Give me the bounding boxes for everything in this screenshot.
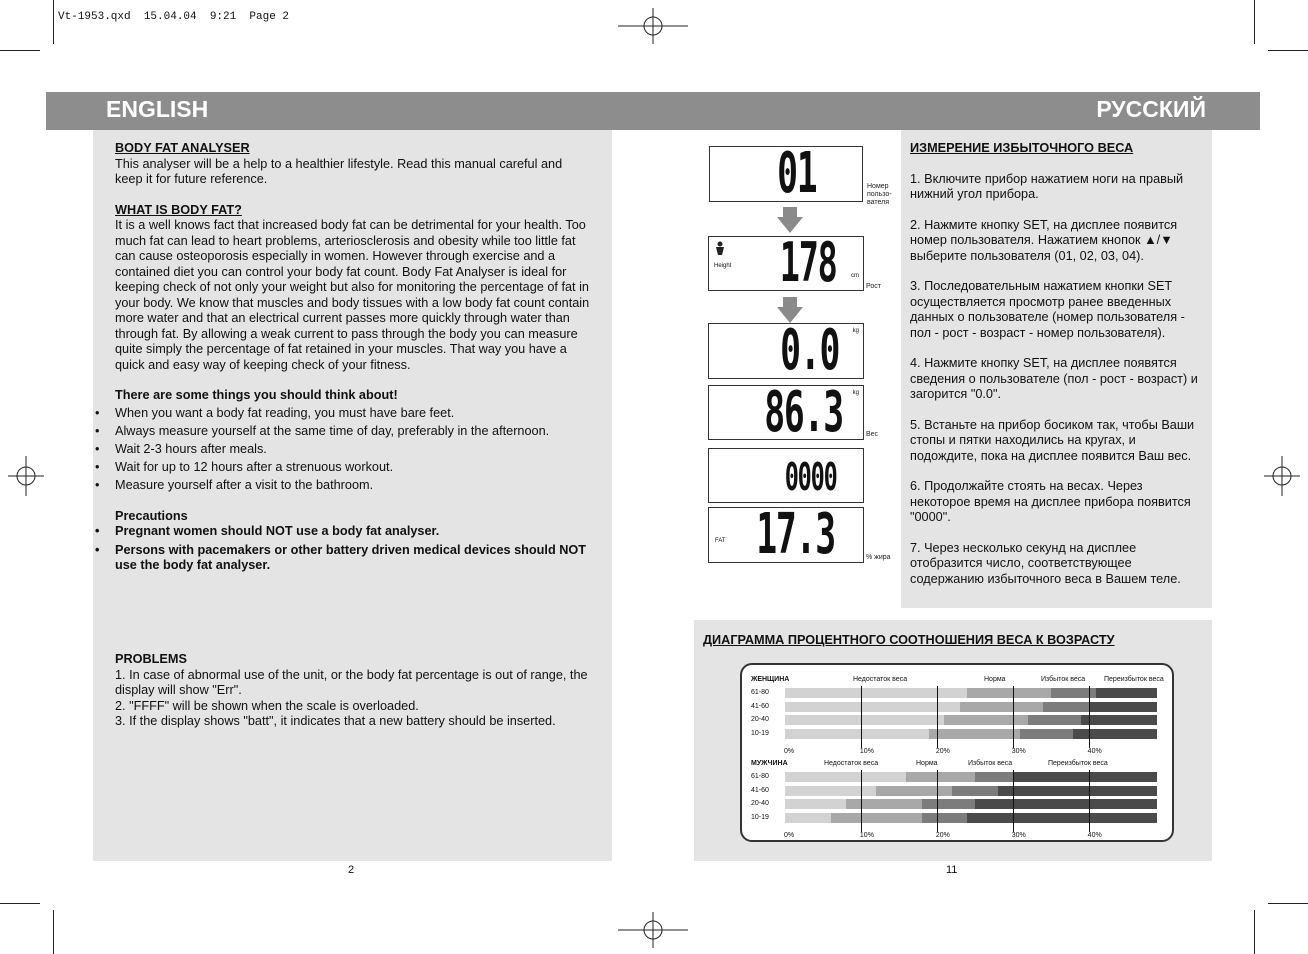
registration-mark-left: [8, 456, 44, 496]
problem-line: 1. In case of abnormal use of the unit, or the body fat percentage is out of range, the display will show "Err".: [115, 667, 588, 697]
instruction-step: 1. Включите прибор нажатием ноги на правый нижний угол прибора.: [910, 171, 1184, 201]
chart-tick-label: 40%: [1087, 832, 1102, 839]
instruction-step: 2. Нажмите кнопку SET, на дисплее появится номер пользователя. Нажатием кнопок ▲/▼ выберите пользователя (01, 02, 03, 04).: [910, 217, 1178, 263]
section-title: Precautions: [115, 508, 188, 523]
chart-age-label: 61-80: [751, 773, 769, 780]
chart-age-label: 61-80: [751, 689, 769, 696]
chart-zone-label: Недостаток веса: [824, 760, 879, 767]
display-value: 86.3: [764, 380, 843, 445]
chart-zone-label: Норма: [984, 676, 1006, 683]
problem-line: 3. If the display shows "batt", it indicates that a new battery should be inserted.: [115, 714, 556, 728]
section-title: ИЗМЕРЕНИЕ ИЗБЫТОЧНОГО ВЕСА: [910, 141, 1134, 155]
chart-group-label: ЖЕНЩИНА: [751, 676, 790, 683]
list-item: • Pregnant women should NOT use a body fat analyser.: [115, 524, 593, 540]
list-item: • Wait 2-3 hours after meals.: [115, 440, 593, 458]
lcd-display-weight: [708, 380, 864, 445]
section-title: PROBLEMS: [115, 652, 187, 666]
list-item: • Always measure yourself at the same time of day, preferably in the afternoon.: [115, 422, 593, 440]
precautions-list: [115, 524, 593, 574]
lcd-display-height: [708, 231, 864, 294]
lcd-display-zero: [708, 318, 864, 383]
chart-tick-label: 20%: [935, 832, 950, 839]
chart-tick-label: 30%: [1011, 832, 1026, 839]
display-value: 17.3: [756, 502, 835, 567]
arrow-down-icon: [777, 207, 803, 233]
registration-mark-bottom: [618, 912, 688, 948]
chart-zone-label: Переизбыток веса: [1048, 760, 1108, 767]
list-item: • Measure yourself after a visit to the bathroom.: [115, 476, 593, 494]
display-icon-label: FAT: [715, 538, 726, 544]
chart-zone-label: Недостаток веса: [853, 676, 908, 683]
chart-age-label: 10-19: [751, 729, 769, 737]
problem-line: 2. "FFFF" will be shown when the scale is overloaded.: [115, 698, 419, 713]
chart-tick-label: 20%: [935, 748, 950, 755]
display-value: 01: [776, 141, 816, 206]
chart-age-label: 41-60: [751, 702, 769, 710]
section-title: BODY FAT ANALYSER: [115, 141, 250, 155]
section-body: It is a well knows fact that increased body fat can be detrimental for your health. Too much fat can lead to heart problems, arteriosclerosis and obesity while too little fat can cause osteoporosis especially in women. However through exercise and a contained diet you can control your body fat count. Body Fat Analyser is ideal for keeping check of not only your weight but also for monitoring the percentage of fat in your body. We know that muscles and body tissues with a low body fat count contain more water and that an electrical current passes more quickly through water than through fat. By allowing a weak current to pass through the body you can measure quite simply the percentage of fat retained in your muscles. That way you have a quick and easy way of keeping check of your fitness.: [115, 218, 590, 372]
chart-age-label: 10-19: [751, 813, 769, 821]
chart-zone-label: Избыток веса: [968, 760, 1013, 767]
russian-instructions: [910, 141, 1206, 587]
chart-title: ДИАГРАММА ПРОЦЕНТНОГО СООТНОШЕНИЯ ВЕСА К ВОЗРАСТУ: [703, 633, 1115, 647]
section-title: There are some things you should think about!: [115, 388, 398, 402]
weight-age-chart: [740, 663, 1174, 842]
english-content: [115, 141, 593, 574]
display-value: 0.0: [780, 318, 839, 383]
display-label: % жира: [866, 554, 891, 561]
chart-zone-label: Избыток веса: [1041, 676, 1086, 683]
problems-section: [115, 652, 593, 730]
display-unit: kg: [852, 390, 859, 396]
print-header: Vt-1953.qxd 15.04.04 9:21 Page 2: [58, 11, 290, 23]
display-label: Рост: [866, 283, 881, 290]
display-unit: kg: [852, 328, 859, 334]
tips-list: [115, 404, 593, 494]
chart-zone-label: Норма: [916, 760, 938, 767]
chart-tick-label: 10%: [859, 832, 874, 839]
chart-zone-label: Переизбыток веса: [1104, 676, 1164, 683]
page-number-left: 2: [348, 864, 355, 876]
display-value: 0000: [785, 455, 837, 499]
chart-group-label: МУЖЧИНА: [751, 760, 788, 767]
display-value: 178: [780, 231, 837, 294]
display-label: Номер пользо- вателя: [867, 183, 892, 206]
chart-tick-label: 30%: [1011, 748, 1026, 755]
chart-age-label: 20-40: [751, 800, 769, 807]
display-label: Вес: [866, 431, 879, 438]
section-body: This analyser will be a help to a healthier lifestyle. Read this manual careful and keep it for future reference.: [115, 156, 563, 186]
list-item: • When you want a body fat reading, you must have bare feet.: [115, 404, 593, 422]
page-number-right: 11: [946, 864, 958, 876]
chart-tick-label: 10%: [859, 748, 874, 755]
list-item: • Wait for up to 12 hours after a strenuous workout.: [115, 458, 593, 476]
lcd-display-fat: [708, 502, 864, 567]
chart-tick-label: 0%: [784, 832, 795, 839]
person-icon: [715, 241, 725, 255]
registration-mark-right: [1264, 456, 1300, 496]
chart-age-label: 20-40: [751, 716, 769, 723]
display-icon-label: Height: [714, 263, 732, 269]
chart-age-label: 41-60: [751, 786, 769, 794]
english-heading: ENGLISH: [106, 96, 209, 122]
instruction-step: 7. Через несколько секунд на дисплее отобразится число, соответствующее содержанию избыточного веса в Вашем теле.: [910, 540, 1181, 586]
chart-tick-label: 0%: [784, 748, 795, 755]
instruction-step: 4. Нажмите кнопку SET, на дисплее появятся сведения о пользователе (пол - рост - возраст) и загорится "0.0".: [910, 356, 1198, 401]
language-header-bar: [46, 92, 1260, 130]
instruction-step: 6. Продолжайте стоять на весах. Через некоторое время на дисплее прибора появится "0000".: [910, 479, 1191, 524]
lcd-display-measuring: [708, 448, 864, 503]
display-unit: cm: [851, 273, 859, 279]
registration-mark-top: [618, 8, 688, 44]
russian-heading: РУССКИЙ: [1096, 96, 1206, 122]
instruction-step: 3. Последовательным нажатием кнопки SET осуществляется просмотр ранее введенных данных о пользователе (номер пользователя - пол - рост - возраст - номер пользователя).: [910, 279, 1185, 340]
instruction-step: 5. Встаньте на прибор босиком так, чтобы Ваши стопы и пятки находились на кругах, и подождите, пока на дисплее появится Ваш вес.: [910, 417, 1195, 463]
list-item: • Persons with pacemakers or other battery driven medical devices should NOT use the body fat analyser.: [115, 543, 593, 574]
lcd-display-user: [709, 141, 863, 206]
section-title: WHAT IS BODY FAT?: [115, 202, 242, 217]
chart-tick-label: 40%: [1087, 748, 1102, 755]
